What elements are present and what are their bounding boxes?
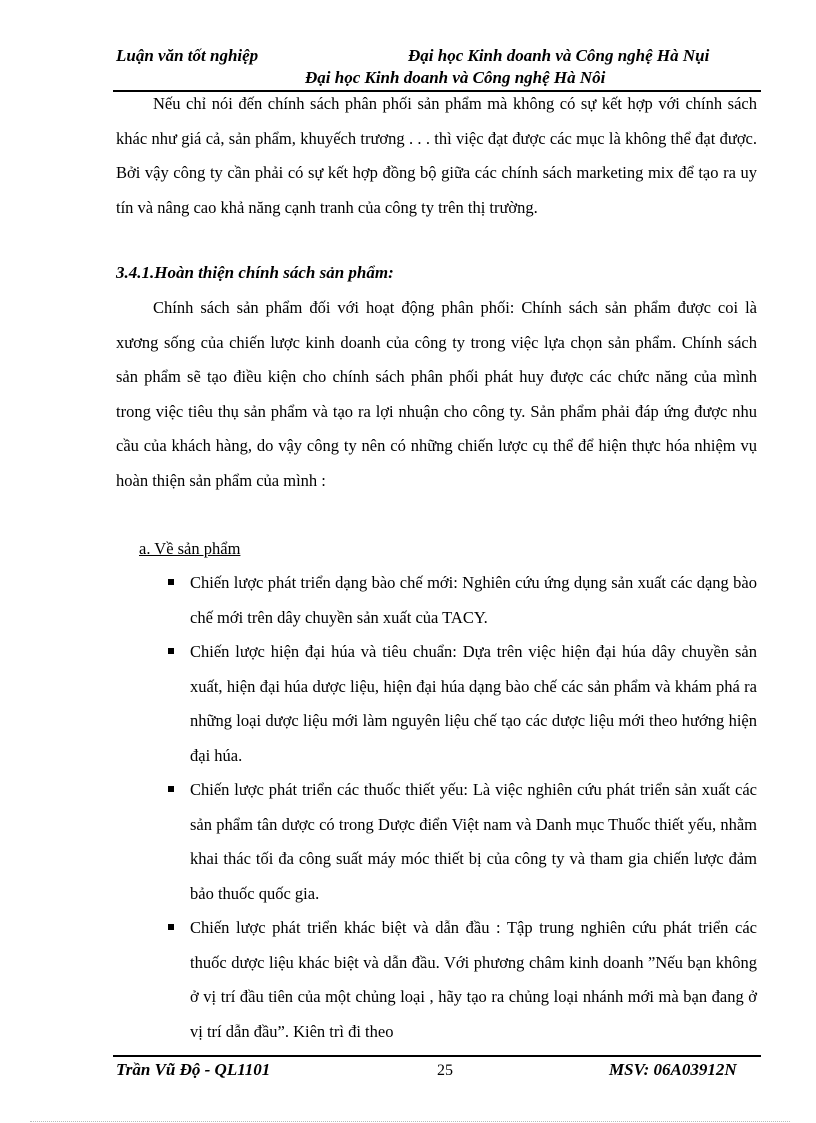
header-right: Đại học Kinh doanh và Công nghệ Hà Nụi: [408, 46, 710, 65]
section-heading: 3.4.1.Hoàn thiện chính sách sản phẩm:: [116, 263, 394, 282]
bullet-item-2: Chiến lược hiện đại húa và tiêu chuẩn: Dựa trên việc hiện đại húa dây chuyền sản xuất, hiện đại húa dược liệu, hiện đại húa dạng bào chế các sản phẩm và khám phá ra những loại dược liệu mới làm nguyên liệu chế tạo các dược liệu mới theo hướng hiện đại húa.: [190, 642, 757, 765]
footer-left: Trần Vũ Độ - QL1101: [116, 1060, 271, 1079]
bullet-item-1: Chiến lược phát triển dạng bào chế mới: Nghiên cứu ứng dụng sản xuất các dạng bào chế mới trên dây chuyền sản xuất của TACY.: [190, 573, 757, 627]
header-center: Đại học Kinh doanh và Công nghệ Hà Nôi: [305, 68, 606, 87]
bullet-icon: [166, 784, 176, 794]
intro-paragraph: Nếu chỉ nói đến chính sách phân phối sản phẩm mà không có sự kết hợp với chính sách khác như giá cả, sản phẩm, khuyếch trương . . . thì việc đạt được các mục là không thể đạt được. Bởi vậy công ty cần phải có sự kết hợp đồng bộ giữa các chính sách marketing mix để tạo ra uy tín và nâng cao khả năng cạnh tranh của công ty trên thị trường.: [116, 94, 757, 217]
footer-rule: [113, 1055, 761, 1057]
page-edge-dotted-line: [30, 1121, 790, 1122]
subheading: a. Về sản phẩm: [139, 539, 241, 558]
footer-right: MSV: 06A03912N: [609, 1060, 737, 1079]
bullet-icon: [166, 577, 176, 587]
section-paragraph: Chính sách sản phẩm đối với hoạt động phân phối: Chính sách sản phẩm được coi là xương sống của chiến lược kinh doanh của công ty trong việc lựa chọn sản phẩm. Chính sách sản phẩm sẽ tạo điều kiện cho chính sách phân phối phát huy được các chức năng của mình trong việc tiêu thụ sản phẩm và tạo ra lợi nhuận cho công ty. Sản phẩm phải đáp ứng được nhu cầu của khách hàng, do vậy công ty nên có những chiến lược cụ thể để hiện thực hóa nhiệm vụ hoàn thiện sản phẩm của mình :: [116, 298, 757, 490]
page-number: 25: [437, 1062, 453, 1079]
bullet-item-3: Chiến lược phát triển các thuốc thiết yếu: Là việc nghiên cứu phát triển sản xuất các sản phẩm tân dược có trong Dược điển Việt nam và Danh mục Thuốc thiết yếu, nhằm khai thác tối đa công suất máy móc thiết bị của công ty và tham gia chiến lược đảm bảo thuốc quốc gia.: [190, 780, 757, 903]
bullet-icon: [166, 646, 176, 656]
header-left: Luận văn tốt nghiệp: [116, 46, 259, 65]
bullet-item-4: Chiến lược phát triển khác biệt và dẫn đầu : Tập trung nghiên cứu phát triển các thuốc dược liệu khác biệt và dẫn đầu. Với phương châm kinh doanh ”Nếu bạn không ở vị trí đầu tiên của một chủng loại , hãy tạo ra chủng loại nhánh mới mà bạn đang ở vị trí dẫn đầu”. Kiên trì đi theo: [190, 918, 757, 1041]
bullet-icon: [166, 922, 176, 932]
